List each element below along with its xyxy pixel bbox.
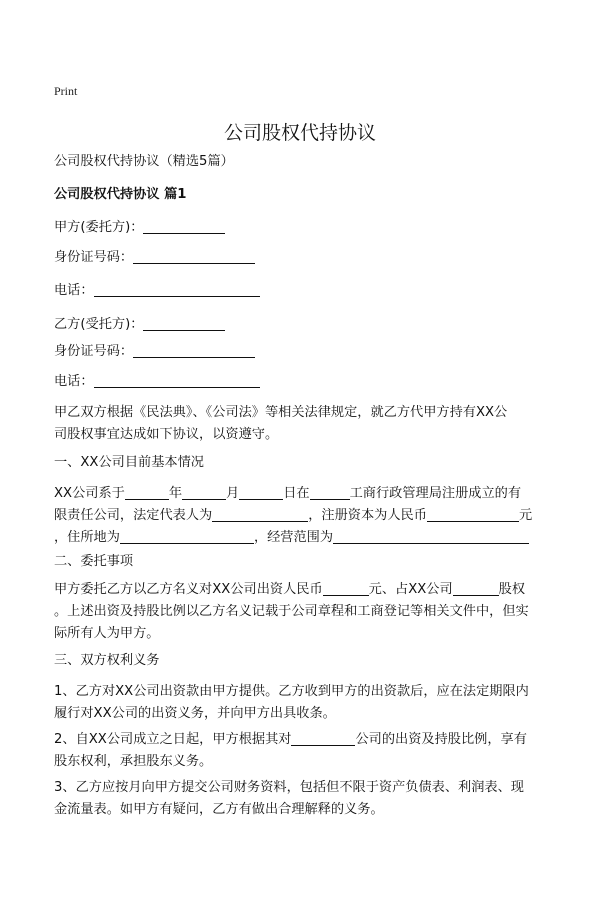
text-segment: 月 <box>226 486 240 501</box>
item-line: 1、乙方对XX公司出资款由甲方提供。乙方收到甲方的出资款后，应在法定期限内 <box>54 684 529 699</box>
text-segment: ，经营范围为 <box>253 530 334 545</box>
text-segment: XX公司系于 <box>54 486 125 501</box>
party-a-phone-blank <box>94 281 260 297</box>
registry-blank <box>310 484 350 500</box>
section2-line: 际所有人为甲方。 <box>54 626 160 641</box>
section1-paragraph <box>54 483 548 549</box>
party-b-field <box>54 313 225 337</box>
party-a-field <box>54 216 225 240</box>
text-segment: 2、自XX公司成立之日起，甲方根据其对 <box>54 732 292 747</box>
party-a-phone-label: 电话： <box>54 283 94 298</box>
party-a-blank <box>143 218 225 234</box>
document-subtitle: 公司股权代持协议（精选5篇） <box>54 154 234 169</box>
text-segment: 甲方委托乙方以乙方名义对XX公司出资人民币 <box>54 582 323 597</box>
party-a-phone-field <box>54 279 260 303</box>
text-segment: 元、占XX公司 <box>368 582 453 597</box>
text-segment: 公司的出资及持股比例，享有 <box>355 732 527 747</box>
percentage-blank <box>453 580 499 596</box>
text-segment: 工商行政管理局注册成立的有 <box>349 486 522 501</box>
year-blank <box>125 484 169 500</box>
day-blank <box>239 484 283 500</box>
section2-line: 。上述出资及持股比例以乙方名义记载于公司章程和工商登记等相关文件中，但实 <box>54 604 529 619</box>
section3-item-1 <box>54 681 548 725</box>
section2-line <box>54 579 548 601</box>
item-line: 股东权利，承担股东义务。 <box>54 754 213 769</box>
legal-rep-blank <box>212 506 308 522</box>
text-segment: ，住所地为 <box>54 530 120 545</box>
party-a-label: 甲方(委托方)： <box>54 220 144 235</box>
party-b-id-label: 身份证号码： <box>54 344 134 359</box>
business-scope-blank <box>333 528 529 544</box>
company-blank <box>291 730 355 746</box>
section1-line <box>54 527 548 549</box>
text-segment: ，注册资本为人民币 <box>308 508 427 523</box>
section3-item-2 <box>54 729 548 773</box>
item-line: 金流量表。如甲方有疑问，乙方有做出合理解释的义务。 <box>54 802 384 817</box>
party-a-id-blank <box>133 248 255 264</box>
intro-line: 甲乙双方根据《民法典》、《公司法》等相关法律规定，就乙方代甲方持有XX公 <box>54 405 508 420</box>
section2-heading: 二、委托事项 <box>54 554 134 569</box>
item-line <box>54 729 548 751</box>
text-segment: 日在 <box>283 486 310 501</box>
address-blank <box>120 528 254 544</box>
party-b-id-field <box>54 340 255 364</box>
section-heading: 公司股权代持协议 篇1 <box>54 187 187 202</box>
intro-paragraph <box>54 402 548 446</box>
section1-line <box>54 483 548 505</box>
party-b-blank <box>143 315 225 331</box>
section1-line <box>54 505 548 527</box>
text-segment: 股权 <box>498 582 526 597</box>
party-b-id-blank <box>133 342 255 358</box>
section3-heading: 三、双方权利义务 <box>54 653 160 668</box>
section3-item-3 <box>54 777 548 821</box>
print-label: Print <box>54 84 78 98</box>
section1-heading: 一、XX公司目前基本情况 <box>54 455 204 470</box>
item-line: 3、乙方应按月向甲方提交公司财务资料，包括但不限于资产负债表、利润表、现 <box>54 780 524 795</box>
party-b-phone-blank <box>94 372 260 388</box>
party-b-phone-label: 电话： <box>54 374 94 389</box>
month-blank <box>182 484 226 500</box>
item-line: 履行对XX公司的出资义务，并向甲方出具收条。 <box>54 706 336 721</box>
party-a-id-field <box>54 246 255 270</box>
party-b-phone-field <box>54 370 260 394</box>
text-segment: 元 <box>518 508 533 523</box>
party-b-label: 乙方(受托方)： <box>54 317 144 332</box>
party-a-id-label: 身份证号码： <box>54 250 134 265</box>
amount-blank <box>323 580 369 596</box>
document-title: 公司股权代持协议 <box>223 122 376 144</box>
text-segment: 年 <box>168 486 183 501</box>
section2-paragraph <box>54 579 548 645</box>
capital-blank <box>427 506 519 522</box>
text-segment: 限责任公司，法定代表人为 <box>54 508 213 523</box>
intro-line: 司股权事宜达成如下协议，以资遵守。 <box>54 427 279 442</box>
